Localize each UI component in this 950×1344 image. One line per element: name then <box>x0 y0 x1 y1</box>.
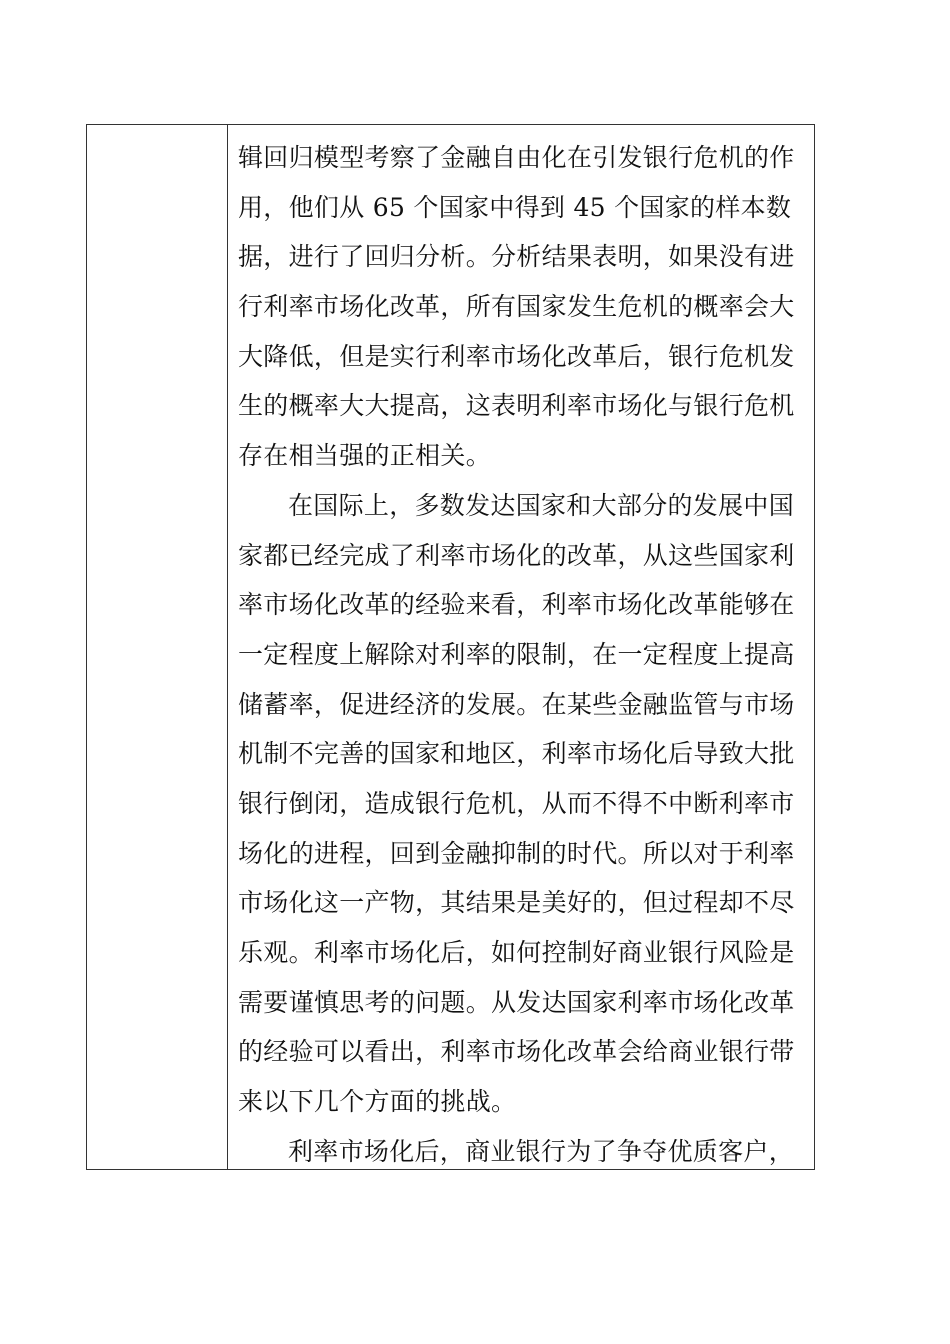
text-line: 存在相当强的正相关。 <box>238 441 492 471</box>
text-line: 的经验可以看出，利率市场化改革会给商业银行带 <box>238 1037 795 1067</box>
text-block <box>238 133 808 1169</box>
text-line: 市场化这一产物，其结果是美好的，但过程却不尽 <box>238 888 795 918</box>
text-line: 一定程度上解除对利率的限制，在一定程度上提高 <box>238 639 795 669</box>
text-line: 机制不完善的国家和地区，利率市场化后导致大批 <box>238 739 795 769</box>
text-line: 银行倒闭，造成银行危机，从而不得不中断利率市 <box>238 788 795 818</box>
text-line: 场化的进程，回到金融抑制的时代。所以对于利率 <box>238 838 795 868</box>
text-line: 乐观。利率市场化后，如何控制好商业银行风险是 <box>238 938 795 967</box>
text-line: 来以下几个方面的挑战。 <box>238 1087 517 1117</box>
text-line: 利率市场化后，商业银行为了争夺优质客户， <box>288 1136 795 1166</box>
text-line: 行利率市场化改革，所有国家发生危机的概率会大 <box>238 292 795 322</box>
text-line: 大降低，但是实行利率市场化改革后，银行危机发 <box>238 341 795 371</box>
table-right-cell <box>228 125 814 1169</box>
text-line: 家都已经完成了利率市场化的改革，从这些国家利 <box>238 540 795 570</box>
text-line: 据，进行了回归分析。分析结果表明，如果没有进 <box>238 242 795 272</box>
text-line: 需要谨慎思考的问题。从发达国家利率市场化改革 <box>238 987 795 1017</box>
text-line: 在国际上，多数发达国家和大部分的发展中国 <box>288 490 795 520</box>
text-line: 辑回归模型考察了金融自由化在引发银行危机的作 <box>238 143 795 172</box>
document-table <box>86 124 815 1170</box>
table-left-cell <box>87 125 228 1169</box>
text-line: 用，他们从 65 个国家中得到 45 个国家的样本数 <box>238 192 792 222</box>
text-line: 生的概率大大提高，这表明利率市场化与银行危机 <box>238 391 795 421</box>
text-line: 储蓄率，促进经济的发展。在某些金融监管与市场 <box>238 689 795 719</box>
text-line: 率市场化改革的经验来看，利率市场化改革能够在 <box>238 590 795 620</box>
